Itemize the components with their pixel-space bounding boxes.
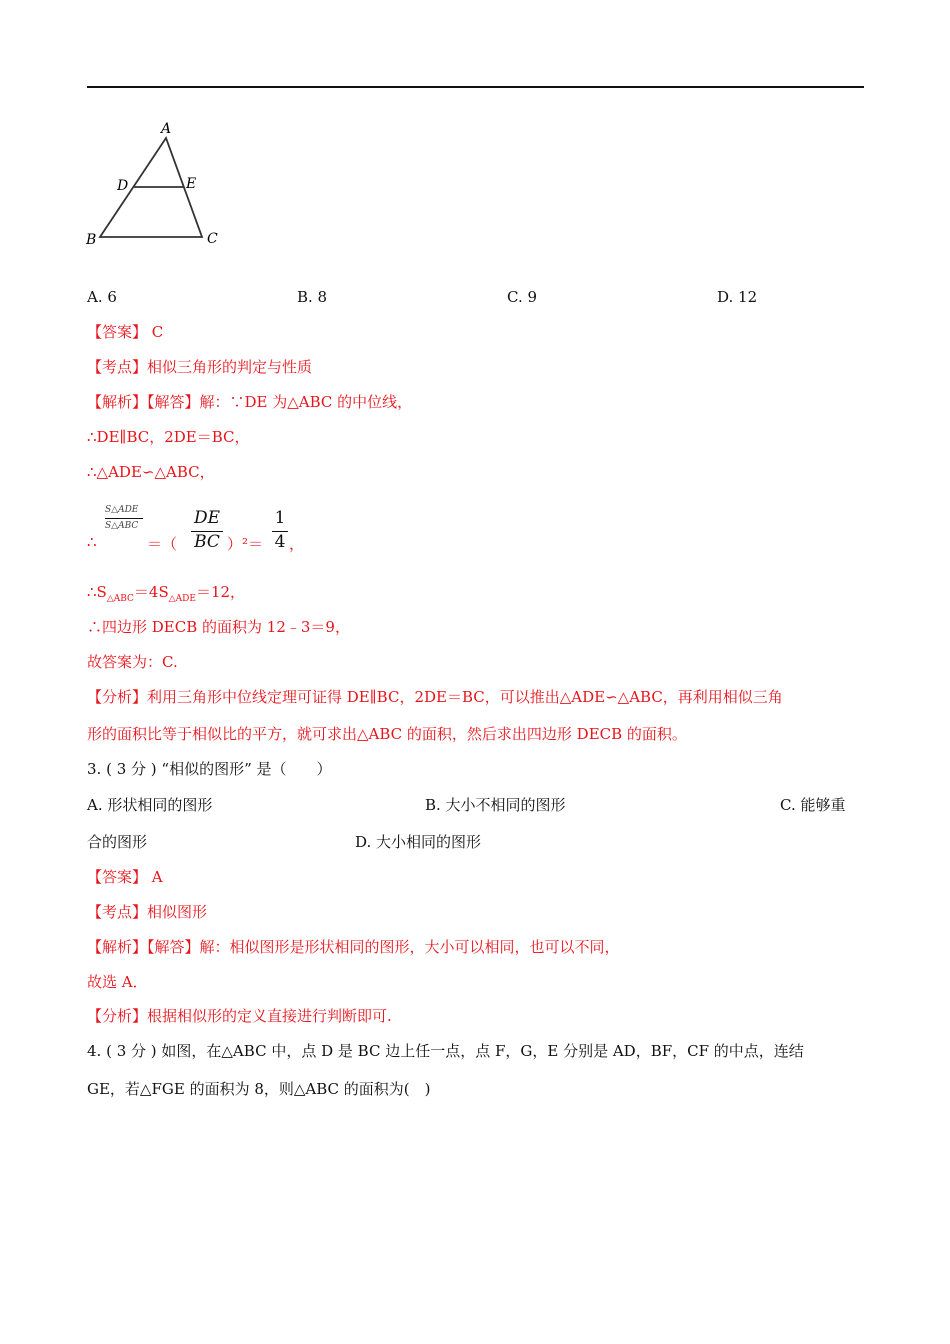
q2-kaodian: 【考点】相似三角形的判定与性质 bbox=[87, 358, 313, 376]
label-e: E bbox=[186, 176, 197, 192]
formula-comma: ， bbox=[289, 535, 305, 553]
q4-stem-1: 4. ( 3 分 ) 如图，在△ABC 中，点 D 是 BC 边上任一点，点 F，G，E 分别是 AD，BF，CF 的中点，连结 bbox=[87, 1042, 804, 1060]
label-b: B bbox=[86, 232, 97, 248]
formula-therefore: ∴ bbox=[87, 533, 97, 551]
formula-four: 4 bbox=[274, 532, 286, 552]
q2-step4: $\therefore S_{\triangle ABC}=4S_{\triangle ADE}=12$， bbox=[87, 583, 246, 604]
q2-step1: ∴DE∥BC，2DE＝BC， bbox=[87, 428, 250, 446]
q2-fenxi-2: 形的面积比等于相似比的平方，就可求出△ABC 的面积，然后求出四边形 DECB 的面积。 bbox=[87, 725, 687, 743]
q3-option-c: C. 能够重 bbox=[780, 796, 846, 814]
q2-step5: ∴四边形 DECB 的面积为 12﹣3＝9， bbox=[87, 618, 350, 636]
header-rule bbox=[87, 86, 864, 88]
q2-jiexi: 【解析】【解答】解：∵DE 为△ABC 的中位线， bbox=[87, 393, 413, 411]
q3-kaodian: 【考点】相似图形 bbox=[87, 903, 208, 921]
formula-one: 1 bbox=[274, 508, 286, 528]
formula-close: ）²＝ bbox=[227, 535, 264, 553]
q2-fenxi-1: 【分析】利用三角形中位线定理可证得 DE∥BC，2DE＝BC，可以推出△ADE∽△ABC，再利用相似三角 bbox=[87, 688, 783, 706]
q3-option-c-cont: 合的图形 bbox=[87, 833, 148, 851]
q4-stem-2: GE，若△FGE 的面积为 8，则△ABC 的面积为( ) bbox=[87, 1080, 431, 1098]
q2-step6: 故答案为：C. bbox=[87, 653, 178, 671]
formula-bar-1 bbox=[105, 518, 143, 519]
q3-option-a: A. 形状相同的图形 bbox=[87, 796, 213, 814]
q2-option-b: B. 8 bbox=[297, 288, 328, 306]
q2-option-c: C. 9 bbox=[507, 288, 538, 306]
formula-bc: BC bbox=[194, 532, 220, 552]
q3-conclusion: 故选 A． bbox=[87, 973, 148, 991]
q2-option-d: D. 12 bbox=[717, 288, 758, 306]
q3-fenxi: 【分析】根据相似形的定义直接进行判断即可. bbox=[87, 1007, 392, 1025]
q2-step2: ∴△ADE∽△ABC， bbox=[87, 463, 215, 481]
q3-jiexi: 【解析】【解答】解：相似图形是形状相同的图形，大小可以相同，也可以不同， bbox=[87, 938, 620, 956]
triangle-figure bbox=[82, 118, 232, 250]
formula-de: DE bbox=[193, 508, 221, 528]
formula-s-ade: S△ADE bbox=[105, 505, 139, 515]
q3-answer: 【答案】 A bbox=[87, 868, 163, 886]
q2-answer: 【答案】 C bbox=[87, 323, 164, 341]
q3-option-d: D. 大小相同的图形 bbox=[355, 833, 482, 851]
q2-option-a: A. 6 bbox=[87, 288, 117, 306]
q3-option-b: B. 大小不相同的图形 bbox=[425, 796, 566, 814]
q3-stem: 3. ( 3 分 ) “相似的图形” 是（ ） bbox=[87, 760, 332, 778]
formula-s-abc: S△ABC bbox=[105, 521, 139, 531]
q2-formula bbox=[87, 500, 347, 560]
label-d: D bbox=[117, 178, 129, 194]
label-c: C bbox=[207, 231, 218, 247]
formula-eq-open: ＝（ bbox=[147, 535, 178, 553]
label-a: A bbox=[161, 121, 172, 137]
